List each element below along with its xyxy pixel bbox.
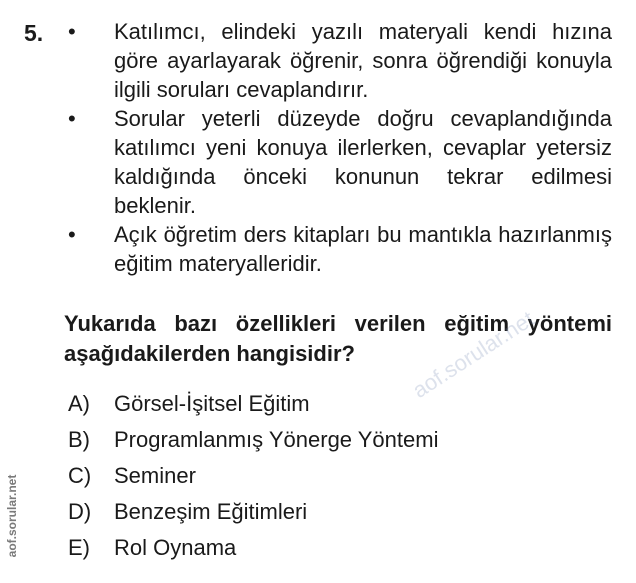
option-text: Benzeşim Eğitimleri [114, 499, 308, 524]
diagonal-watermark: aof.sorular.net [408, 306, 539, 403]
bullet-icon: • [68, 19, 76, 44]
option-e[interactable] [68, 530, 438, 566]
answer-options [68, 386, 438, 566]
option-letter: A) [68, 391, 90, 416]
statement-list [64, 17, 612, 278]
question-stem: Yukarıda bazı özellikleri verilen eğitim yöntemi aşağıdakilerden hangisidir? [64, 311, 612, 366]
option-letter: B) [68, 427, 90, 452]
side-watermark: aof.sorular.net [5, 474, 19, 558]
statement-item [64, 104, 612, 220]
statement-text: Sorular yeterli düzeyde doğru cevaplandığında katılımcı yeni konuya ilerlerken, cevaplar yetersiz kaldığında önceki konunun tekrar edilmesi beklenir. [114, 106, 612, 218]
bullet-icon: • [68, 106, 76, 131]
statement-item [64, 220, 612, 278]
option-b[interactable] [68, 422, 438, 458]
option-letter: C) [68, 463, 92, 488]
option-letter: E) [68, 535, 90, 560]
bullet-icon: • [68, 222, 76, 247]
option-letter: D) [68, 499, 92, 524]
option-text: Seminer [114, 463, 196, 488]
question-number: 5. [24, 20, 44, 46]
statement-text: Katılımcı, elindeki yazılı materyali kendi hızına göre ayarlayarak öğrenir, sonra öğrendiği konuyla ilgili soruları cevaplandırır. [114, 19, 612, 102]
option-text: Programlanmış Yönerge Yöntemi [114, 427, 439, 452]
option-a[interactable] [68, 386, 438, 422]
option-c[interactable] [68, 458, 438, 494]
option-text: Rol Oynama [114, 535, 237, 560]
statement-item [64, 17, 612, 104]
option-d[interactable] [68, 494, 438, 530]
option-text: Görsel-İşitsel Eğitim [114, 391, 310, 416]
statement-text: Açık öğretim ders kitapları bu mantıkla hazırlanmış eğitim materyalleridir. [114, 222, 612, 276]
